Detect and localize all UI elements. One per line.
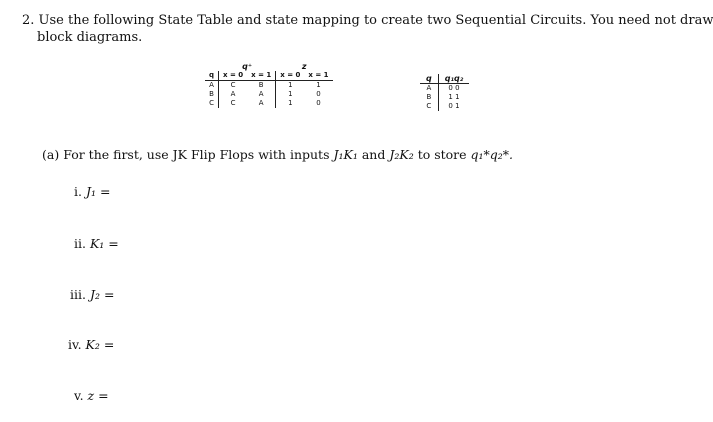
table-cell: B — [205, 90, 219, 99]
table-cell: A — [205, 81, 219, 91]
problem-statement — [22, 12, 713, 46]
map-cell: 1 1 — [448, 93, 460, 101]
part-a-text: For the first, use JK Flip Flops with inputs — [63, 147, 330, 162]
item-expr: K₁ = — [89, 236, 119, 251]
problem-line2: block diagrams. — [37, 30, 143, 45]
table-cell: C — [205, 99, 219, 108]
table-row — [205, 90, 333, 99]
item-label: iii. — [70, 287, 86, 302]
part-a-and: and — [361, 147, 386, 162]
map-header: q₁q₂ — [438, 74, 469, 84]
next-state-heading: q⁺ — [242, 62, 253, 71]
item-label: iv. — [68, 337, 82, 352]
part-a-text-after: to store — [417, 147, 467, 162]
problem-number: 2. — [22, 13, 35, 28]
item-expr: z = — [87, 388, 109, 403]
table-cell: A — [247, 90, 276, 99]
item-expr: J₂ = — [89, 287, 115, 302]
table-cell: B — [247, 81, 276, 91]
col-header: x = 1 — [247, 71, 276, 81]
table-row — [205, 81, 333, 91]
map-cell: B — [420, 93, 438, 102]
problem-line1: Use the following State Table and state mapping to create two Sequential Circuits. You need not draw — [38, 13, 713, 28]
item-label: v. — [74, 388, 84, 403]
item-expr: J₁ = — [85, 184, 111, 199]
table-cell: 1 — [316, 81, 321, 89]
table-cell: 1 — [288, 90, 293, 98]
part-a-stored: q₁*q₂*. — [470, 147, 514, 162]
map-cell: C — [420, 102, 438, 111]
answer-item-1 — [74, 184, 110, 199]
map-cell: 0 1 — [448, 102, 460, 110]
answer-item-5 — [74, 388, 109, 403]
table-cell: 1 — [288, 99, 293, 107]
table-cell: 0 — [316, 90, 321, 98]
answer-item-2 — [74, 236, 119, 251]
table-cell: C — [230, 81, 236, 89]
map-row — [420, 102, 469, 111]
table-cell: A — [247, 99, 276, 108]
table-cell: A — [230, 90, 236, 98]
map-row — [420, 93, 469, 102]
table-cell: C — [230, 99, 236, 107]
map-cell: 0 0 — [448, 84, 460, 92]
answer-item-3 — [70, 287, 114, 302]
map-row — [420, 84, 469, 94]
col-header: x = 0 — [219, 71, 248, 81]
map-cell: A — [420, 84, 438, 94]
table-cell: 0 — [316, 99, 321, 107]
table-cell: 1 — [288, 81, 293, 89]
col-header: q — [205, 71, 219, 81]
part-a-inputs2: J₂K₂ — [389, 147, 414, 162]
part-a-label: (a) — [42, 147, 60, 162]
item-expr: K₂ = — [85, 337, 115, 352]
col-header: x = 1 — [304, 71, 332, 81]
col-header: x = 0 — [276, 71, 305, 81]
state-mapping — [420, 74, 469, 111]
answer-item-4 — [68, 337, 114, 352]
part-a-statement — [42, 147, 513, 162]
map-header: q — [420, 74, 438, 84]
part-a-inputs1: J₁K₁ — [333, 147, 358, 162]
output-heading: z — [301, 62, 307, 71]
state-table — [205, 62, 333, 108]
table-row — [205, 99, 333, 108]
item-label: i. — [74, 184, 82, 199]
item-label: ii. — [74, 236, 86, 251]
